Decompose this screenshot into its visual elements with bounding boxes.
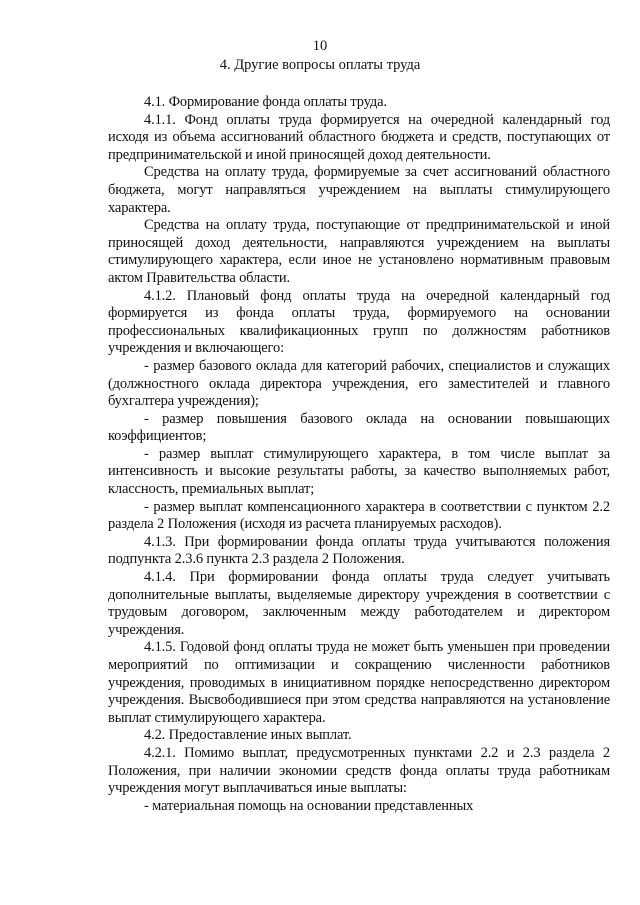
paragraph-4-1-4: 4.1.4. При формировании фонда оплаты труда следует учитывать дополнительные выплаты, выделяемые директору учреждения в соответствии с трудовым договором, заключенным между работодателем и директором учреждения. (108, 569, 610, 638)
paragraph-business-income-funds: Средства на оплату труда, поступающие от предпринимательской и иной приносящей доход деятельности, направляются учреждением на выплаты стимулирующего характера, если иное не установлено нормативным правовым актом Правительства области. (108, 217, 610, 286)
paragraph-4-2-1: 4.2.1. Помимо выплат, предусмотренных пунктами 2.2 и 2.3 раздела 2 Положения, при наличии экономии средств фонда оплаты труда работникам учреждения могут выплачиваться иные выплаты: (108, 744, 610, 797)
document-body (108, 94, 610, 815)
list-item-salary-increase: - размер повышения базового оклада на основании повышающих коэффициентов; (108, 410, 610, 445)
paragraph-4-1-1: 4.1.1. Фонд оплаты труда формируется на очередной календарный год исходя из объема ассигнований областного бюджета и средств, поступающих от предпринимательской и иной приносящей доход деятельности. (108, 111, 610, 163)
paragraph-budget-funds: Средства на оплату труда, формируемые за счет ассигнований областного бюджета, могут направляться учреждением на выплаты стимулирующего характера. (108, 164, 610, 216)
paragraph-4-1-heading: 4.1. Формирование фонда оплаты труда. (144, 94, 387, 110)
list-item-incentive-payments: - размер выплат стимулирующего характера, в том числе выплат за интенсивность и высокие результаты работы, за качество выполняемых работ, классность, премиальных выплат; (108, 445, 610, 498)
paragraph-4-1-3: 4.1.3. При формировании фонда оплаты труда учитываются положения подпункта 2.3.6 пункта 2.3 раздела 2 Положения. (108, 533, 610, 568)
page-number: 10 (312, 38, 328, 54)
section-title: 4. Другие вопросы оплаты труда (219, 57, 421, 73)
paragraph-4-2-heading: 4.2. Предоставление иных выплат. (144, 727, 352, 744)
paragraph-4-1-2: 4.1.2. Плановый фонд оплаты труда на очередной календарный год формируется из фонда оплаты труда, формируемого на основании профессиональных квалификационных групп по должностям работников учреждения и включающего: (108, 287, 610, 357)
list-item-base-salary: - размер базового оклада для категорий рабочих, специалистов и служащих (должностного оклада директора учреждения, его заместителей и главного бухгалтера учреждения); (108, 357, 610, 410)
list-item-material-aid: - материальная помощь на основании представленных (144, 797, 474, 814)
paragraph-4-1-5: 4.1.5. Годовой фонд оплаты труда не может быть уменьшен при проведении мероприятий по оптимизации и сокращению численности работников учреждения, проводимых в инициативном порядке непосредственно директором учреждения. Высвободившиеся при этом средства направляются на установление выплат стимулирующего характера. (108, 639, 610, 726)
list-item-compensation-payments: - размер выплат компенсационного характера в соответствии с пунктом 2.2 раздела 2 Положения (исходя из расчета планируемых расходов). (108, 498, 610, 533)
